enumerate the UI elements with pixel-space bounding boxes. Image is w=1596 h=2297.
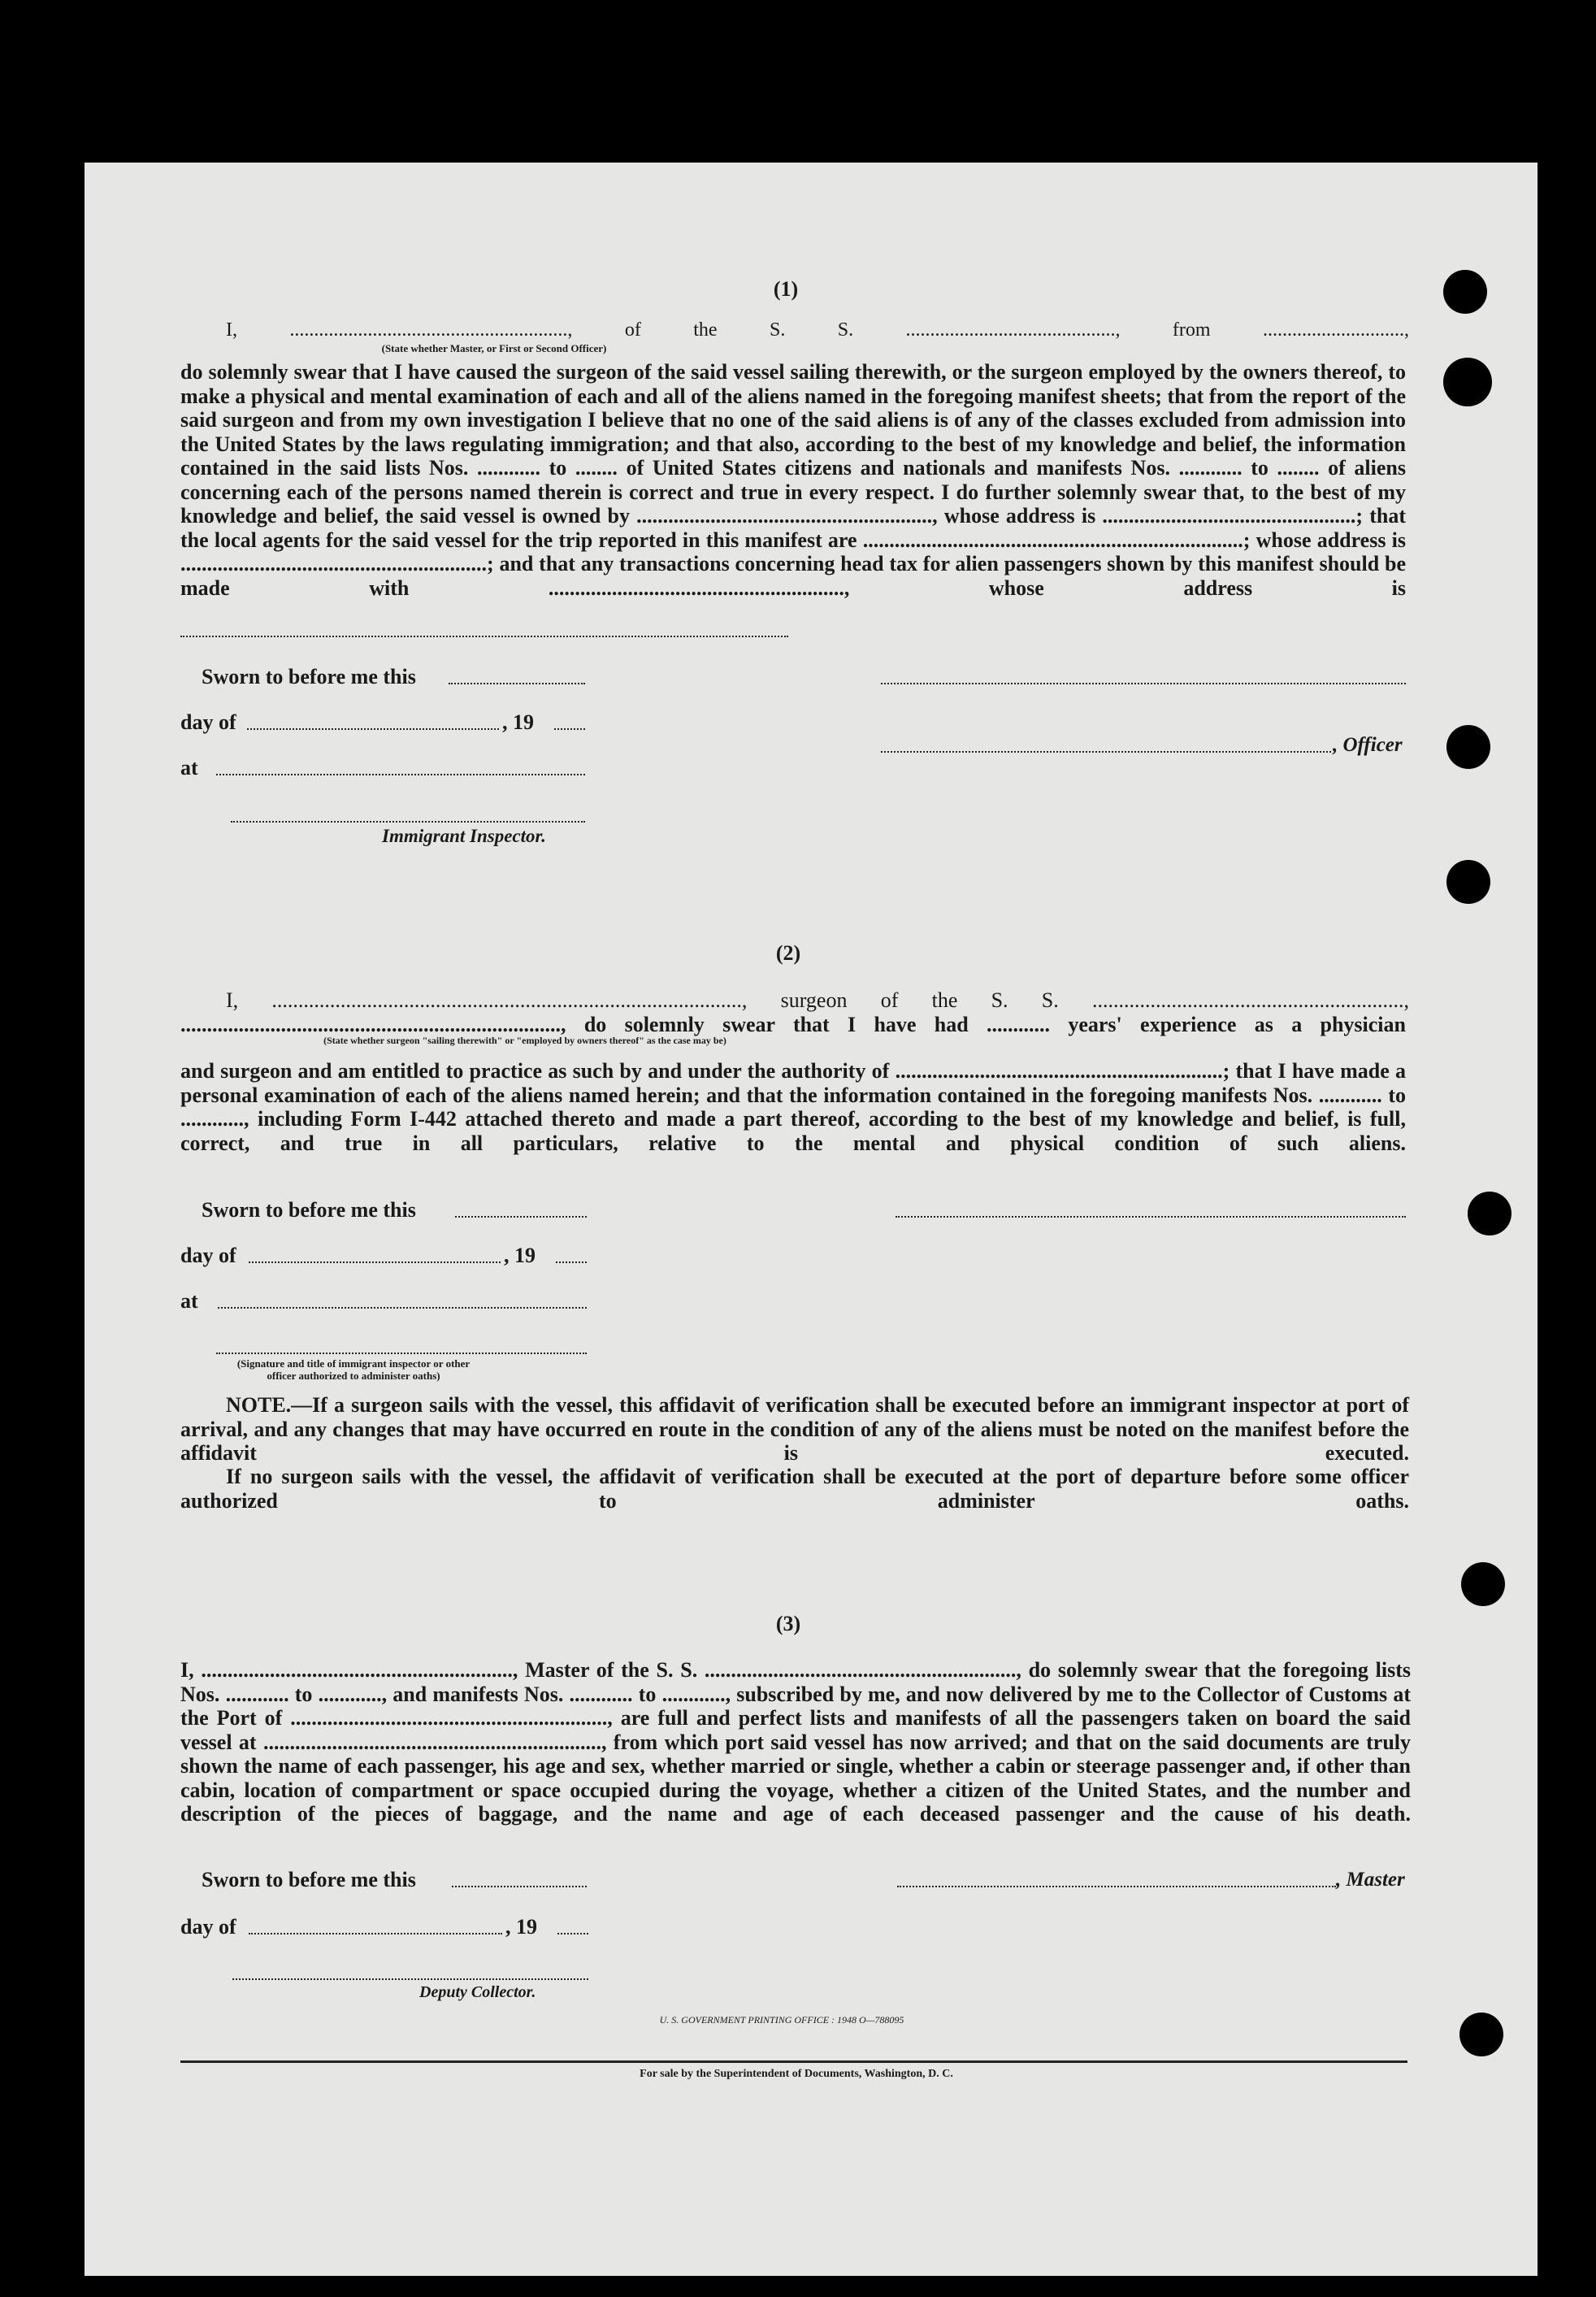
sworn-label-3: Sworn to before me this — [202, 1868, 416, 1891]
officer-line — [881, 751, 1331, 753]
at-line-2 — [218, 1307, 587, 1309]
punch-hole — [1446, 860, 1490, 904]
section-2-line-1 — [226, 988, 1409, 1013]
note-paragraph-2 — [180, 1465, 1409, 1513]
day-of-label-3: day of — [180, 1915, 236, 1939]
for-sale-line: For sale by the Superintendent of Documents, Washington, D. C. — [640, 2068, 953, 2080]
sworn-line-2 — [455, 1216, 587, 1218]
sworn-line-1 — [449, 683, 585, 684]
section-2-line-2-text: ........................................................................, do solemnly swear that I have had ............ years' experience as a physician — [180, 1013, 1406, 1036]
day-line-2 — [249, 1261, 501, 1263]
year-label-2: , 19 — [504, 1244, 536, 1267]
at-line-1 — [216, 774, 585, 775]
deputy-line — [232, 1978, 588, 1980]
section-1-first-line — [226, 319, 1409, 343]
day-line-3 — [249, 1933, 502, 1934]
master-label: , Master — [1336, 1869, 1405, 1891]
at-label-2: at — [180, 1289, 198, 1313]
note-paragraph-1 — [180, 1393, 1409, 1465]
inspector-line — [231, 821, 585, 823]
section-2-number: (2) — [775, 941, 801, 965]
section-1-first-line-text: I, ........................................................., of the S. S. ..........................................., from ............................., — [226, 319, 1409, 341]
punch-hole — [1446, 725, 1490, 769]
year-label-1: , 19 — [502, 710, 534, 734]
punch-hole — [1468, 1192, 1511, 1235]
sworn-label-1: Sworn to before me this — [202, 665, 416, 688]
sworn-line-3 — [452, 1886, 587, 1887]
section-1-paragraph: do solemnly swear that I have caused the surgeon of the said vessel sailing therewith, or the surgeon employed by the owners thereof, to make a physical and mental examination of each and all of the aliens named in the foregoing manifest sheets; that from the report of the said surgeon and from my own investigation I believe that no one of the said aliens is of any of the classes excluded from admission into the United States by the laws regulating immigration; and that also, according to the best of my knowledge and belief, the information contained in the said lists Nos. ............ to ........ of United States citizens and nationals and manifests Nos. ............ to ........ of aliens concerning each of the persons named therein is correct and true in every respect. I do further solemnly swear that, to the best of my knowledge and belief, the said vessel is owned by ........................................................, whose address is ................................................; that the local agents for the said vessel for the trip reported in this manifest are ........................................................................; whose address is ..........................................................; and that any transactions concerning head tax for alien passengers shown by this manifest should be made with ........................................................, whose address is — [180, 360, 1406, 600]
year-line-1 — [554, 728, 585, 730]
officer-label: , Officer — [1333, 734, 1403, 756]
punch-hole — [1443, 270, 1487, 314]
inspector-signature-line — [216, 1353, 587, 1354]
year-label-3: , 19 — [505, 1915, 537, 1939]
section-3-paragraph: I, ..........................................................., Master of the S. S. ..........................................................., do solemnly swear that the foregoing lists Nos. ............ to ............, and manifests Nos. ............ to ............, subscribed by me, and now delivered by me to the Collector of Customs at the Port of ............................................................, are full and perfect lists and manifests of all the passengers taken on board the said vessel at ................................................................, from which port said vessel has now arrived; and that on the said documents are truly shown the name of each passenger, his age and sex, whether married or single, whether a cabin or steerage passenger and, if other than cabin, location of compartment or space occupied during the voyage, whether a citizen of the United States, and the number and description of the pieces of baggage, and the name and age of each deceased passenger and the cause of his death. — [180, 1658, 1411, 1826]
year-line-3 — [557, 1933, 588, 1934]
footer-rule — [180, 2060, 1407, 2063]
note-1-text: NOTE.—If a surgeon sails with the vessel, this affidavit of verification shall be executed before an immigrant inspector at port of arrival, and any changes that may have occurred en route in the condition of any of the aliens must be noted on the manifest before the affidavit is executed. — [180, 1393, 1409, 1465]
master-line — [897, 1886, 1336, 1887]
day-of-label-1: day of — [180, 710, 236, 734]
section-2-paragraph: and surgeon and am entitled to practice as such by and under the authority of ..............................................................; that I have made a personal examination of each of the aliens named herein; and that the information contained in the foregoing manifests Nos. ............ to ............, including Form I-442 attached thereto and made a part thereof, according to the best of my knowledge and belief, is full, correct, and true in all particulars, relative to the mental and physical condition of such aliens. — [180, 1059, 1406, 1155]
punch-hole — [1443, 358, 1492, 406]
section-3-number: (3) — [775, 1612, 801, 1635]
signature-line-2 — [896, 1216, 1406, 1218]
printing-office-imprint: U. S. GOVERNMENT PRINTING OFFICE : 1948 O—788095 — [659, 2014, 904, 2026]
sworn-label-2: Sworn to before me this — [202, 1198, 416, 1222]
deputy-collector-label: Deputy Collector. — [419, 1983, 536, 2001]
officer-note: (State whether Master, or First or Second Officer) — [381, 342, 607, 354]
signature-line-1 — [881, 683, 1406, 684]
address-line — [180, 636, 788, 637]
section-1-number: (1) — [773, 277, 799, 301]
punch-hole — [1459, 2013, 1503, 2056]
surgeon-note: (State whether surgeon "sailing therewith" or "employed by owners thereof" as the case may be) — [323, 1035, 726, 1046]
immigrant-inspector-label: Immigrant Inspector. — [382, 826, 546, 846]
at-label-1: at — [180, 756, 198, 779]
year-line-2 — [556, 1261, 587, 1263]
day-of-label-2: day of — [180, 1244, 236, 1267]
day-line-1 — [247, 728, 499, 730]
note-2-text: If no surgeon sails with the vessel, the affidavit of verification shall be executed at the port of departure before some officer authorized to administer oaths. — [180, 1465, 1409, 1513]
section-2-line-1-text: I, ........................................................................................., surgeon of the S. S. ..........................................................., — [226, 988, 1409, 1012]
section-2-line-2 — [180, 1013, 1406, 1037]
punch-hole — [1461, 1562, 1505, 1606]
signature-note: (Signature and title of immigrant inspector or other officer authorized to administer oaths) — [236, 1357, 471, 1382]
